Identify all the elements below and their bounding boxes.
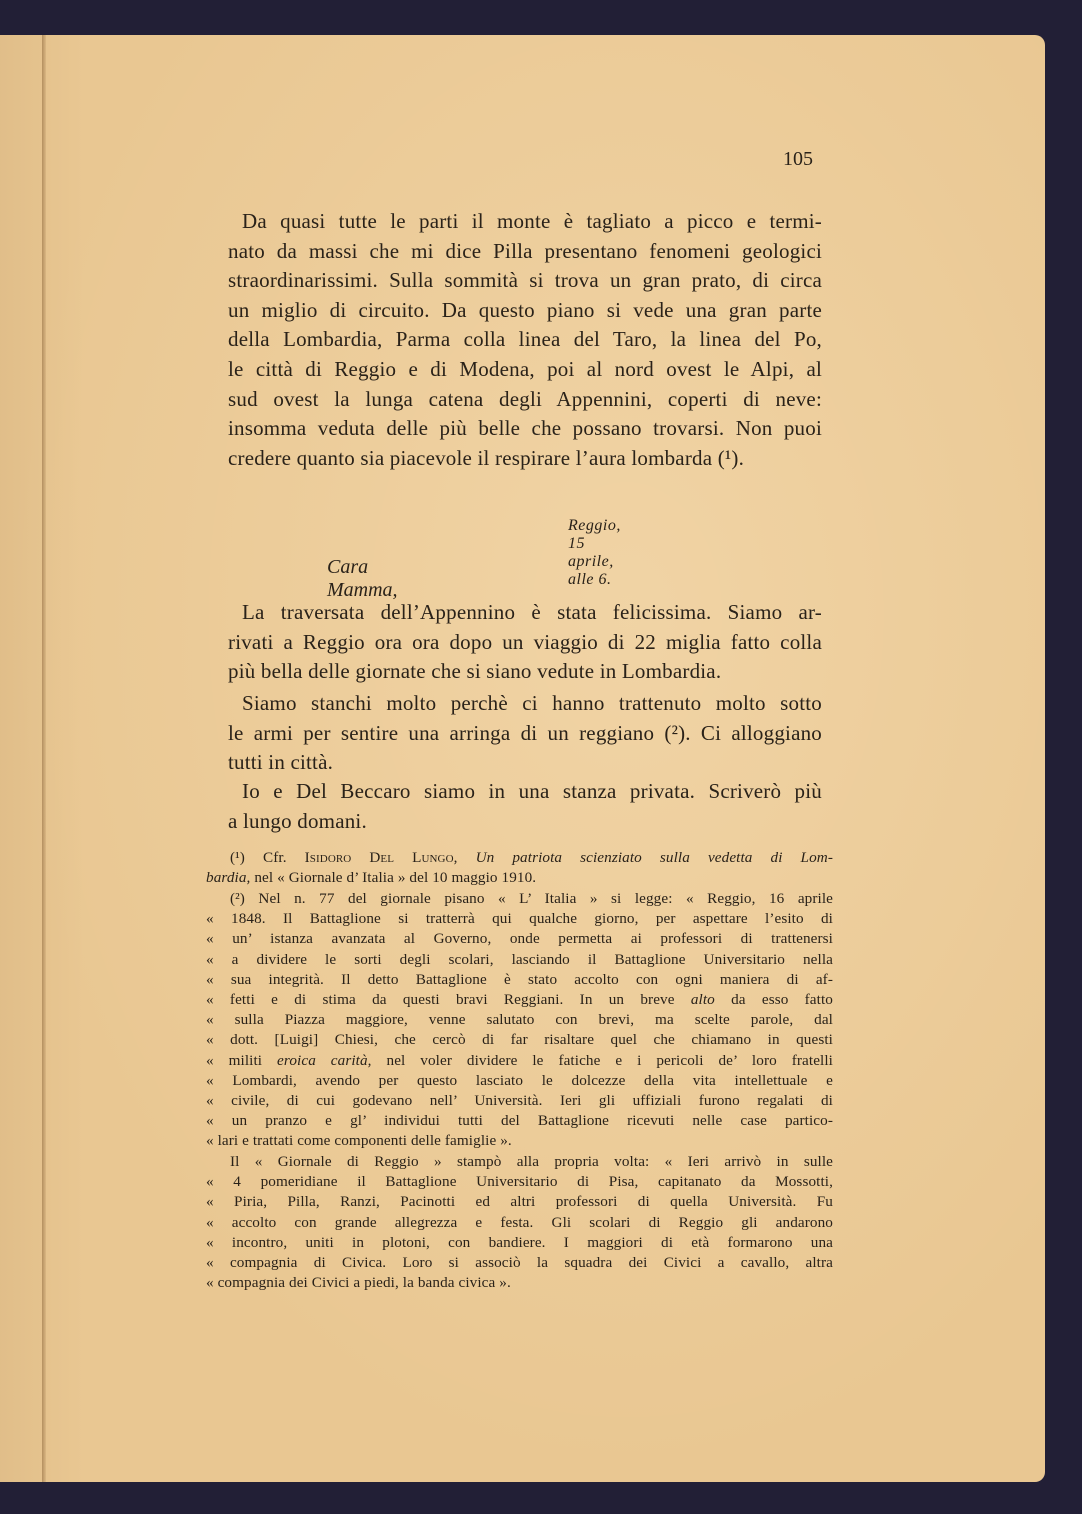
text-line: Da quasi tutte le parti il monte è tagliato a picco e termi- <box>242 209 822 233</box>
letter-paragraph-1 <box>228 598 822 687</box>
footnote-text: da esso fatto <box>731 991 833 1009</box>
footnote-line: « dott. [Luigi] Chiesi, che cercò di far risaltare quel che chiamano in questi <box>206 1031 833 1049</box>
footnote-line: « civile, di cui godevano nell’ Università. Ieri gli uffiziali furono regalati di <box>206 1092 833 1110</box>
letter-dateline: Reggio, 15 aprile, alle 6. <box>568 517 621 588</box>
page-number: 105 <box>783 148 813 170</box>
footnote-line: (²) Nel n. 77 del giornale pisano « L’ Italia » si legge: « Reggio, 16 aprile <box>230 890 833 907</box>
letter-salutation: Cara Mamma, <box>327 556 398 601</box>
footnote-line: « lari e trattati come componenti delle famiglie ». <box>206 1132 512 1150</box>
footnote-line: « sulla Piazza maggiore, venne salutato con brevi, ma scelte parole, dal <box>206 1011 833 1029</box>
footnote-line: « un’ istanza avanzata al Governo, onde permetta ai professori di trattenersi <box>206 930 833 948</box>
footnote-line: « 4 pomeridiane il Battaglione Universitario di Pisa, capitanato da Mossotti, <box>206 1173 833 1191</box>
footnote-author: Isidoro Del Lungo, <box>304 849 458 866</box>
footnote-line: « a dividere le sorti degli scolari, lasciando il Battaglione Universitario nella <box>206 950 833 968</box>
text-line: le armi per sentire una arringa di un reggiano (²). Ci alloggiano <box>228 720 822 745</box>
text-line: Io e Del Beccaro siamo in una stanza privata. Scriverò più <box>242 779 822 803</box>
footnote-text: « militi <box>206 1051 263 1069</box>
footnote-text: nel voler dividere le fatiche e i pericoli de’ loro fratelli <box>386 1051 833 1069</box>
text-line: Siamo stanchi molto perchè ci hanno trattenuto molto sotto <box>242 691 822 715</box>
text-line: a lungo domani. <box>228 808 367 833</box>
footnote-line: « Piria, Pilla, Ranzi, Pacinotti ed altri professori di quella Università. Fu <box>206 1193 833 1211</box>
text-line: insomma veduta delle più belle che possano trovarsi. Non puoi <box>228 416 822 441</box>
text-line: un miglio di circuito. Da questo piano si vede una gran parte <box>228 297 822 322</box>
text-line: le città di Reggio e di Modena, poi al nord ovest le Alpi, al <box>228 356 822 381</box>
footnote-line: « un pranzo e gl’ individui tutti del Battaglione ricevuti nelle case partico- <box>206 1112 833 1130</box>
footnote-source: nel « Giornale d’ Italia » del 10 maggio 1910. <box>254 869 537 887</box>
text-line: più bella delle giornate che si siano vedute in Lombardia. <box>228 659 722 684</box>
footnote-italic: eroica carità, <box>277 1051 372 1069</box>
footnote-2-continued <box>206 1152 833 1293</box>
footnote-line <box>206 1051 833 1071</box>
footnote-italic: alto <box>690 991 715 1009</box>
text-line: sud ovest la lunga catena degli Appennini, coperti di neve: <box>228 386 822 411</box>
footnote-marker: (¹) <box>230 849 245 866</box>
text-line: rivati a Reggio ora ora dopo un viaggio di 22 miglia fatto colla <box>228 629 822 654</box>
text-line: credere quanto sia piacevole il respirare l’aura lombarda (¹). <box>228 445 745 470</box>
footnote-prefix: Cfr. <box>263 849 287 866</box>
paragraph-mountain-view <box>228 207 822 473</box>
footnote-line <box>206 848 833 868</box>
footnote-2 <box>206 889 833 1152</box>
footnote-line: « compagnia dei Civici a piedi, la banda civica ». <box>206 1274 511 1292</box>
footnote-title: Un patriota scienziato sulla vedetta di Lom- <box>475 849 834 866</box>
footnote-line: « compagnia di Civica. Loro si associò la squadra dei Civici a cavallo, altra <box>206 1254 833 1272</box>
text-line: nato da massi che mi dice Pilla presentano fenomeni geologici <box>228 238 822 263</box>
footnote-line <box>206 868 833 888</box>
footnote-line: « Lombardi, avendo per questo lasciato le dolcezze della vita intellettuale e <box>206 1071 833 1089</box>
letter-paragraph-3 <box>228 777 822 836</box>
footnote-line: « 1848. Il Battaglione si tratterrà qui qualche giorno, per aspettare l’esito di <box>206 910 833 928</box>
footnote-line <box>206 990 833 1010</box>
footnote-text: « fetti e di stima da questi bravi Reggiani. In un breve <box>206 991 675 1009</box>
text-line: La traversata dell’Appennino è stata felicissima. Siamo ar- <box>242 600 822 624</box>
book-spine-fold <box>42 35 46 1482</box>
text-line: della Lombardia, Parma colla linea del Taro, la linea del Po, <box>228 327 822 352</box>
letter-paragraph-2 <box>228 689 822 778</box>
text-line: straordinarissimi. Sulla sommità si trova un gran prato, di circa <box>228 268 822 293</box>
text-line: tutti in città. <box>228 750 334 775</box>
footnote-title-cont: bardia, <box>206 869 251 887</box>
footnote-1 <box>206 848 833 888</box>
footnote-line: « accolto con grande allegrezza e festa. Gli scolari di Reggio gli andarono <box>206 1213 833 1231</box>
footnote-line: « incontro, uniti in plotoni, con bandiere. I maggiori di età formarono una <box>206 1233 833 1251</box>
footnote-line: « sua integrità. Il detto Battaglione è stato accolto con ogni maniera di af- <box>206 970 833 988</box>
footnote-line: Il « Giornale di Reggio » stampò alla propria volta: « Ieri arrivò in sulle <box>230 1153 833 1170</box>
